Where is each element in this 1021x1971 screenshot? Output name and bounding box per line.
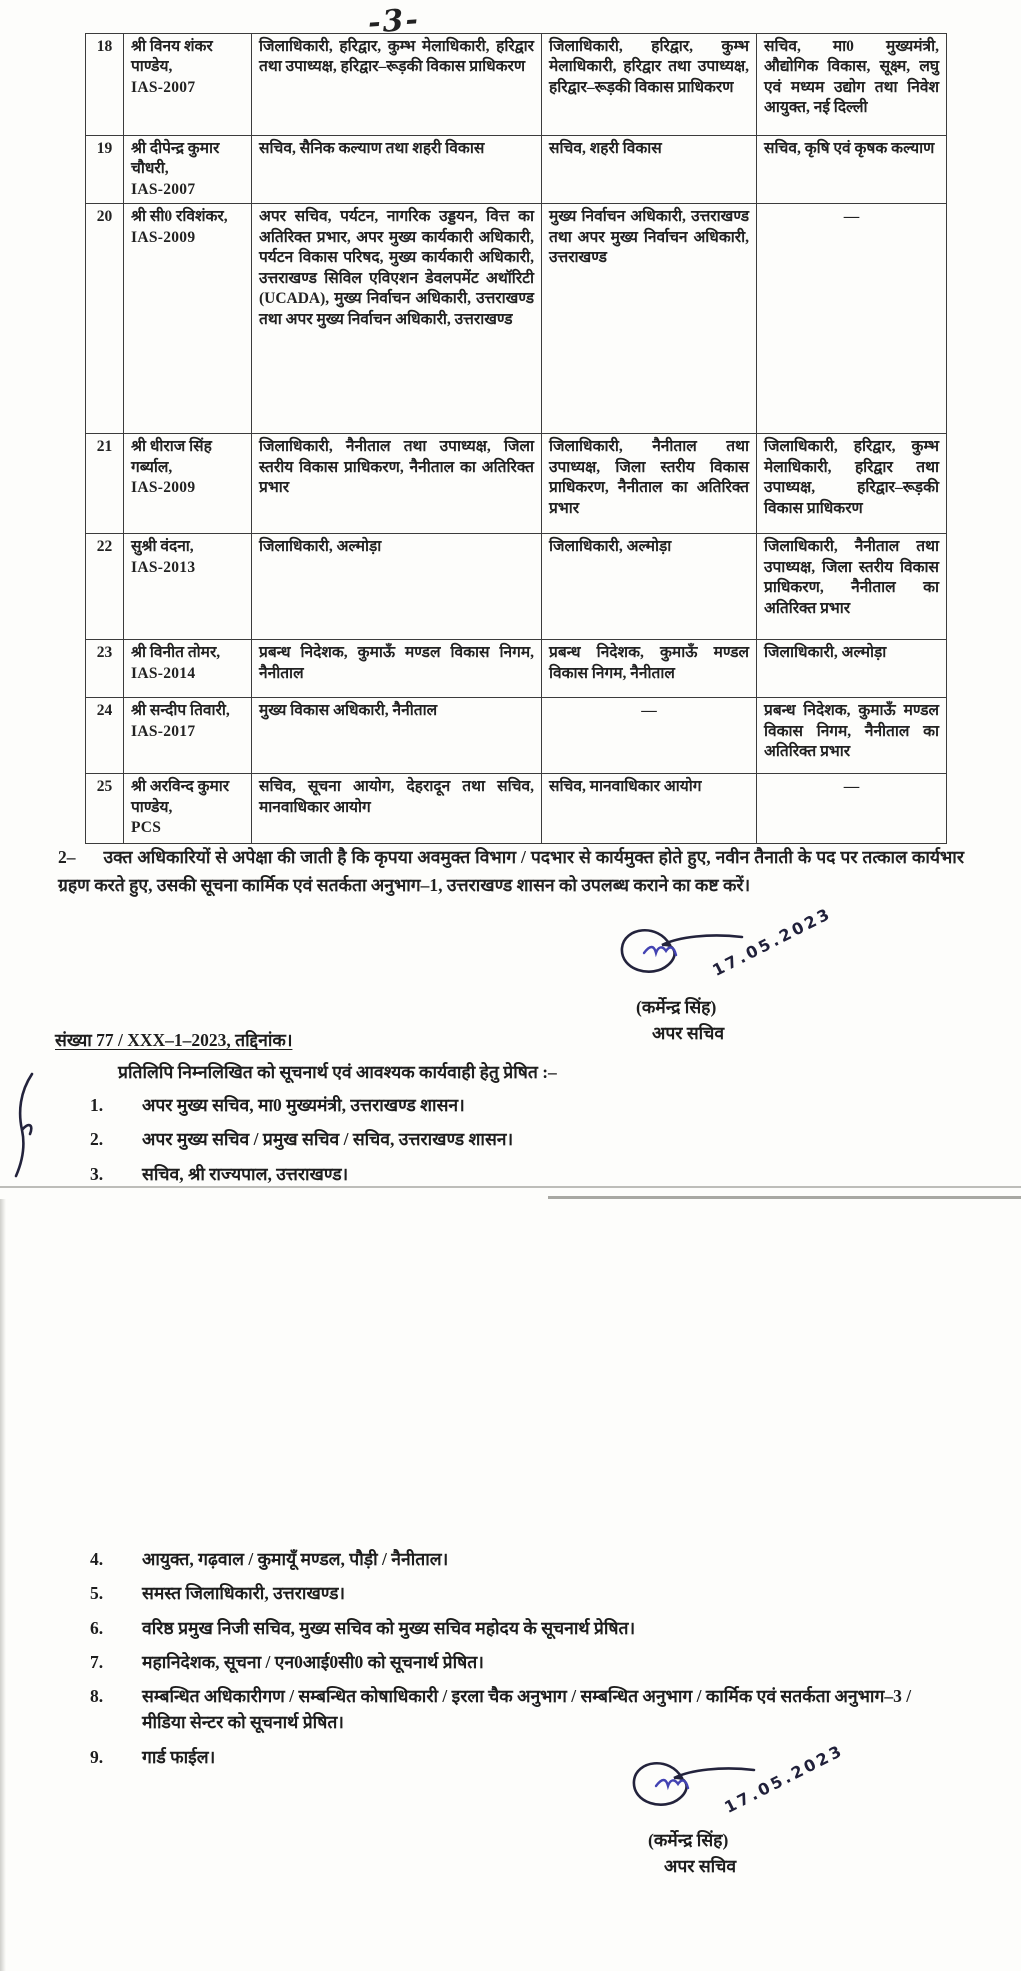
recipient-item bbox=[90, 1683, 950, 1736]
officer-name: सुश्री वंदना, bbox=[131, 538, 194, 556]
signer-title-2: अपर सचिव bbox=[664, 1856, 737, 1876]
recipients-list-2 bbox=[90, 1546, 950, 1778]
margin-pen-stroke-icon bbox=[8, 1072, 48, 1182]
signature-block-1 bbox=[600, 903, 900, 1045]
recipient-item bbox=[90, 1546, 950, 1572]
signature-block-2 bbox=[612, 1740, 912, 1878]
cell-serial: 24 bbox=[86, 698, 124, 774]
table-row bbox=[86, 136, 947, 204]
signer-name-1: (कर्मेन्द्र सिंह) bbox=[636, 997, 717, 1017]
cell-new-posting: मुख्य निर्वाचन अधिकारी, उत्तराखण्ड तथा अपर मुख्य निर्वाचन अधिकारी, उत्तराखण्ड bbox=[542, 204, 757, 434]
signature-date-2: 17.05.2023 bbox=[721, 1740, 847, 1817]
officer-cadre: IAS-2014 bbox=[131, 664, 196, 682]
cell-additional-charge: जिलाधिकारी, अल्मोड़ा bbox=[757, 640, 947, 698]
cell-serial: 23 bbox=[86, 640, 124, 698]
paragraph-2-text: उक्त अधिकारियों से अपेक्षा की जाती है कि कृपया अवमुक्त विभाग / पदभार से कार्यमुक्त होते हुए, नवीन तैनाती के पद पर तत्काल कार्यभार ग्रहण करते हुए, उसकी सूचना कार्मिक एवं सतर्कता अनुभाग–1, उत्तराखण्ड शासन को उपलब्ध कराने का कष्ट करें। bbox=[58, 847, 964, 896]
recipient-number: 5. bbox=[90, 1583, 104, 1604]
cell-officer-name bbox=[124, 34, 252, 136]
table-row bbox=[86, 774, 947, 844]
cell-new-posting: जिलाधिकारी, नैनीताल तथा उपाध्यक्ष, जिला स्तरीय विकास प्राधिकरण, नैनीताल का अतिरिक्त प्रभार bbox=[542, 434, 757, 534]
cell-officer-name bbox=[124, 204, 252, 434]
cell-new-posting: जिलाधिकारी, अल्मोड़ा bbox=[542, 534, 757, 640]
cell-serial: 20 bbox=[86, 204, 124, 434]
officer-name: श्री अरविन्द कुमार पाण्डेय, bbox=[131, 778, 230, 816]
cell-current-posting: जिलाधिकारी, अल्मोड़ा bbox=[252, 534, 542, 640]
table-row bbox=[86, 698, 947, 774]
table-row bbox=[86, 534, 947, 640]
table-row bbox=[86, 204, 947, 434]
cell-additional-charge: जिलाधिकारी, नैनीताल तथा उपाध्यक्ष, जिला स्तरीय विकास प्राधिकरण, नैनीताल का अतिरिक्त प्रभार bbox=[757, 534, 947, 640]
cell-officer-name bbox=[124, 434, 252, 534]
signature-date-1: 17.05.2023 bbox=[709, 903, 835, 980]
recipient-item bbox=[90, 1580, 950, 1606]
cell-current-posting: जिलाधिकारी, नैनीताल तथा उपाध्यक्ष, जिला स्तरीय विकास प्राधिकरण, नैनीताल का अतिरिक्त प्रभार bbox=[252, 434, 542, 534]
officer-name: श्री विनय शंकर पाण्डेय, bbox=[131, 38, 213, 76]
cell-officer-name bbox=[124, 698, 252, 774]
recipient-number: 6. bbox=[90, 1617, 104, 1638]
officer-cadre: IAS-2007 bbox=[131, 78, 196, 96]
recipient-item bbox=[90, 1092, 790, 1118]
cell-new-posting: सचिव, शहरी विकास bbox=[542, 136, 757, 204]
cell-officer-name bbox=[124, 774, 252, 844]
recipient-item bbox=[90, 1649, 950, 1675]
cell-officer-name bbox=[124, 534, 252, 640]
recipient-number: 9. bbox=[90, 1746, 104, 1767]
officer-cadre: IAS-2013 bbox=[131, 558, 196, 576]
page-break-line-bottom bbox=[548, 1196, 1021, 1199]
page-break-line-top bbox=[0, 1186, 1021, 1188]
officer-name: श्री विनीत तोमर, bbox=[131, 644, 221, 662]
recipient-text: महानिदेशक, सूचना / एन0आई0सी0 को सूचनार्थ प्रेषित। bbox=[142, 1651, 484, 1672]
signature-scrawl-2 bbox=[612, 1740, 912, 1826]
cell-additional-charge: प्रबन्ध निदेशक, कुमाऊँ मण्डल विकास निगम, नैनीताल का अतिरिक्त प्रभार bbox=[757, 698, 947, 774]
signer-name-2: (कर्मेन्द्र सिंह) bbox=[648, 1830, 729, 1850]
recipient-text: सम्बन्धित अधिकारीगण / सम्बन्धित कोषाधिकारी / इरला चैक अनुभाग / सम्बन्धित अनुभाग / कार्मिक एवं सतर्कता अनुभाग–3 / मीडिया सेन्टर को सूचनार्थ प्रेषित। bbox=[142, 1686, 912, 1733]
table-row bbox=[86, 640, 947, 698]
cell-current-posting: अपर सचिव, पर्यटन, नागरिक उड्डयन, वित्त का अतिरिक्त प्रभार, अपर मुख्य कार्यकारी अधिकारी, पर्यटन विकास परिषद, मुख्य कार्यकारी अधिकारी, उत्तराखण्ड सिविल एविएशन डेवलपमेंट अथॉरिटी (UCADA), मुख्य निर्वाचन अधिकारी, उत्तराखण्ड तथा अपर मुख्य निर्वाचन अधिकारी, उत्तराखण्ड bbox=[252, 204, 542, 434]
cell-current-posting: जिलाधिकारी, हरिद्वार, कुम्भ मेलाधिकारी, हरिद्वार तथा उपाध्यक्ष, हरिद्वार–रूड़की विकास प्राधिकरण bbox=[252, 34, 542, 136]
table-row bbox=[86, 34, 947, 136]
cell-additional-charge: सचिव, मा0 मुख्यमंत्री, औद्योगिक विकास, सूक्ष्म, लघु एवं मध्यम उद्योग तथा निवेश आयुक्त, नई दिल्ली bbox=[757, 34, 947, 136]
recipient-text: सचिव, श्री राज्यपाल, उत्तराखण्ड। bbox=[142, 1163, 349, 1184]
recipient-text: अपर मुख्य सचिव / प्रमुख सचिव / सचिव, उत्तराखण्ड शासन। bbox=[142, 1129, 514, 1150]
cell-additional-charge: जिलाधिकारी, हरिद्वार, कुम्भ मेलाधिकारी, हरिद्वार तथा उपाध्यक्ष, हरिद्वार–रूड़की विकास प्राधिकरण bbox=[757, 434, 947, 534]
cell-serial: 19 bbox=[86, 136, 124, 204]
recipient-number: 2. bbox=[90, 1129, 104, 1150]
paragraph-2 bbox=[58, 843, 964, 900]
cell-additional-charge: — bbox=[757, 204, 947, 434]
handwritten-page-number: -3- bbox=[366, 2, 421, 41]
recipient-number: 4. bbox=[90, 1549, 104, 1569]
recipient-item bbox=[90, 1126, 790, 1152]
cell-additional-charge: — bbox=[757, 774, 947, 844]
cell-serial: 22 bbox=[86, 534, 124, 640]
officer-name: श्री दीपेन्द्र कुमार चौधरी, bbox=[131, 140, 220, 178]
reference-number-line: संख्या 77 / XXX–1–2023, तद्दिनांक। bbox=[55, 1030, 293, 1050]
officer-cadre: IAS-2009 bbox=[131, 228, 196, 246]
cell-current-posting: सचिव, सूचना आयोग, देहरादून तथा सचिव, मानवाधिकार आयोग bbox=[252, 774, 542, 844]
officer-name: श्री धीराज सिंह गर्ब्याल, bbox=[131, 438, 212, 476]
cell-officer-name bbox=[124, 136, 252, 204]
officer-cadre: PCS bbox=[131, 819, 162, 837]
cell-current-posting: प्रबन्ध निदेशक, कुमाऊँ मण्डल विकास निगम, नैनीताल bbox=[252, 640, 542, 698]
cell-current-posting: सचिव, सैनिक कल्याण तथा शहरी विकास bbox=[252, 136, 542, 204]
recipient-number: 8. bbox=[90, 1686, 104, 1706]
cell-new-posting: सचिव, मानवाधिकार आयोग bbox=[542, 774, 757, 844]
signer-title-1: अपर सचिव bbox=[652, 1023, 725, 1043]
recipient-text: गार्ड फाईल। bbox=[142, 1746, 216, 1767]
transfer-table-body bbox=[86, 34, 947, 844]
transfer-table bbox=[85, 33, 947, 844]
cell-serial: 21 bbox=[86, 434, 124, 534]
scan-edge-shadow bbox=[0, 1199, 6, 1971]
recipient-text: समस्त जिलाधिकारी, उत्तराखण्ड। bbox=[142, 1583, 346, 1604]
recipient-text: अपर मुख्य सचिव, मा0 मुख्यमंत्री, उत्तराखण्ड शासन। bbox=[142, 1095, 465, 1115]
officer-cadre: IAS-2007 bbox=[131, 180, 196, 198]
cell-current-posting: मुख्य विकास अधिकारी, नैनीताल bbox=[252, 698, 542, 774]
recipients-list-1 bbox=[90, 1092, 790, 1195]
table-row bbox=[86, 434, 947, 534]
recipient-item bbox=[90, 1161, 790, 1187]
recipient-text: वरिष्ठ प्रमुख निजी सचिव, मुख्य सचिव को मुख्य सचिव महोदय के सूचनार्थ प्रेषित। bbox=[142, 1617, 636, 1638]
cell-new-posting: — bbox=[542, 698, 757, 774]
officer-cadre: IAS-2017 bbox=[131, 722, 196, 740]
signature-scrawl-1 bbox=[600, 903, 900, 993]
cell-officer-name bbox=[124, 640, 252, 698]
recipient-number: 7. bbox=[90, 1651, 104, 1672]
copy-forwarding-line: प्रतिलिपि निम्नलिखित को सूचनार्थ एवं आवश्यक कार्यवाही हेतु प्रेषित :– bbox=[118, 1062, 557, 1082]
recipient-item bbox=[90, 1615, 950, 1641]
recipient-number: 1. bbox=[90, 1095, 104, 1115]
officer-name: श्री सन्दीप तिवारी, bbox=[131, 702, 230, 720]
officer-name: श्री सी0 रविशंकर, bbox=[131, 208, 228, 226]
cell-serial: 25 bbox=[86, 774, 124, 844]
cell-new-posting: प्रबन्ध निदेशक, कुमाऊँ मण्डल विकास निगम, नैनीताल bbox=[542, 640, 757, 698]
cell-additional-charge: सचिव, कृषि एवं कृषक कल्याण bbox=[757, 136, 947, 204]
recipient-text: आयुक्त, गढ़वाल / कुमायूँ मण्डल, पौड़ी / नैनीताल। bbox=[142, 1549, 449, 1569]
cell-new-posting: जिलाधिकारी, हरिद्वार, कुम्भ मेलाधिकारी, हरिद्वार तथा उपाध्यक्ष, हरिद्वार–रूड़की विकास प्राधिकरण bbox=[542, 34, 757, 136]
cell-serial: 18 bbox=[86, 34, 124, 136]
officer-cadre: IAS-2009 bbox=[131, 479, 196, 497]
recipient-number: 3. bbox=[90, 1163, 104, 1184]
paragraph-2-number: 2– bbox=[58, 847, 76, 867]
